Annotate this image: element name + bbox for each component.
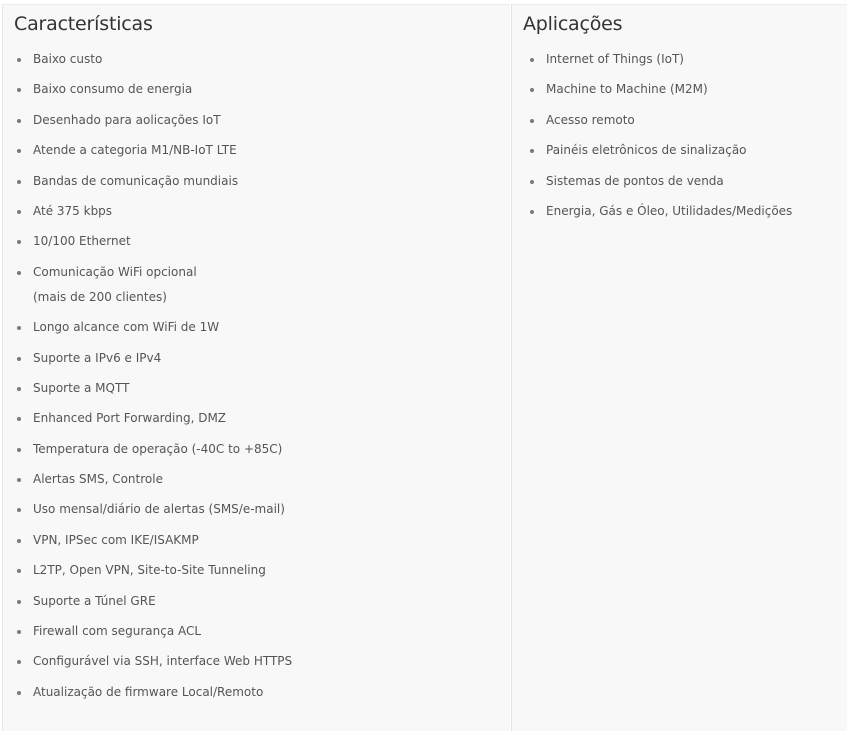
list-item — [14, 406, 500, 431]
list-item — [14, 619, 500, 644]
list-item-text: L2TP, Open VPN, Site-to-Site Tunneling — [33, 563, 266, 578]
list-item — [14, 346, 500, 371]
features-list — [14, 47, 500, 710]
bullet-icon — [17, 119, 21, 123]
list-item — [14, 497, 500, 522]
bullet-icon — [17, 88, 21, 92]
list-item — [14, 108, 500, 133]
list-item-text: Suporte a IPv6 e IPv4 — [33, 350, 162, 365]
list-item-text: Internet of Things (IoT) — [546, 52, 684, 66]
list-item — [14, 77, 500, 102]
bullet-icon — [17, 539, 21, 543]
bullet-icon — [17, 691, 21, 695]
list-item-text: Bandas de comunicação mundiais — [33, 173, 239, 188]
list-item-text: Machine to Machine (M2M) — [546, 82, 708, 97]
bullet-icon — [17, 448, 21, 452]
list-item-text: Baixo custo — [33, 52, 103, 66]
bullet-icon — [17, 600, 21, 604]
list-item — [14, 558, 500, 583]
bullet-icon — [17, 630, 21, 634]
list-item — [527, 108, 837, 133]
list-item — [14, 467, 500, 492]
applications-heading: Aplicações — [523, 13, 623, 35]
bullet-icon — [17, 357, 21, 361]
list-item-text: Suporte a MQTT — [33, 380, 130, 395]
list-item — [14, 47, 500, 72]
bullet-icon — [530, 58, 534, 62]
bullet-icon — [17, 326, 21, 330]
list-item — [14, 199, 500, 224]
list-item-text: Sistemas de pontos de venda — [546, 173, 724, 188]
bullet-icon — [17, 180, 21, 184]
bullet-icon — [17, 569, 21, 573]
list-item — [14, 260, 500, 310]
features-column — [2, 4, 510, 731]
list-item — [14, 680, 500, 705]
list-item-text: Suporte a Túnel GRE — [33, 593, 156, 608]
list-item-text: Temperatura de operação (-40C to +85C) — [33, 441, 283, 456]
list-item — [14, 229, 500, 254]
list-item-text: Atende a categoria M1/NB-IoT LTE — [33, 143, 237, 158]
list-item-text: 10/100 Ethernet — [33, 234, 131, 249]
bullet-icon — [17, 478, 21, 482]
list-item-text: Firewall com segurança ACL — [33, 624, 202, 639]
list-item-text: Até 375 kbps — [33, 203, 113, 218]
list-item-text: Enhanced Port Forwarding, DMZ — [33, 411, 227, 426]
list-item — [14, 437, 500, 462]
list-item — [527, 199, 837, 224]
list-item-text: Configurável via SSH, interface Web HTTPS — [33, 654, 293, 669]
bullet-icon — [17, 660, 21, 664]
bullet-icon — [530, 119, 534, 123]
list-item-text: (mais de 200 clientes) — [33, 289, 167, 304]
bullet-icon — [17, 240, 21, 244]
list-item — [14, 649, 500, 674]
list-item — [14, 528, 500, 553]
bullet-icon — [17, 417, 21, 421]
bullet-icon — [17, 387, 21, 391]
list-item-text: Desenhado para aolicações IoT — [33, 112, 221, 127]
list-item-text: Baixo consumo de energia — [33, 82, 193, 97]
list-item — [14, 315, 500, 340]
list-item — [14, 169, 500, 194]
list-item — [14, 376, 500, 401]
list-item-text: Energia, Gás e Óleo, Utilidades/Medições — [546, 203, 793, 218]
bullet-icon — [17, 210, 21, 214]
list-item — [14, 138, 500, 163]
bullet-icon — [17, 58, 21, 62]
applications-list — [527, 47, 837, 229]
bullet-icon — [17, 271, 21, 275]
bullet-icon — [530, 88, 534, 92]
bullet-icon — [530, 210, 534, 214]
list-item-text: Comunicação WiFi opcional — [33, 264, 197, 279]
list-item-text: Uso mensal/diário de alertas (SMS/e-mail) — [33, 502, 285, 517]
list-item-text: VPN, IPSec com IKE/ISAKMP — [33, 532, 199, 547]
list-item — [14, 589, 500, 614]
list-item — [527, 47, 837, 72]
list-item-text: Painéis eletrônicos de sinalização — [546, 143, 747, 158]
list-item-text: Acesso remoto — [546, 112, 635, 127]
bullet-icon — [17, 149, 21, 153]
list-item — [527, 77, 837, 102]
features-heading: Características — [14, 13, 153, 35]
bullet-icon — [530, 180, 534, 184]
list-item — [527, 169, 837, 194]
bullet-icon — [17, 508, 21, 512]
applications-column — [511, 4, 847, 731]
list-item — [527, 138, 837, 163]
bullet-icon — [530, 149, 534, 153]
list-item-text: Atualização de firmware Local/Remoto — [33, 684, 264, 699]
list-item-text: Alertas SMS, Controle — [33, 472, 163, 487]
list-item-text: Longo alcance com WiFi de 1W — [33, 320, 220, 335]
